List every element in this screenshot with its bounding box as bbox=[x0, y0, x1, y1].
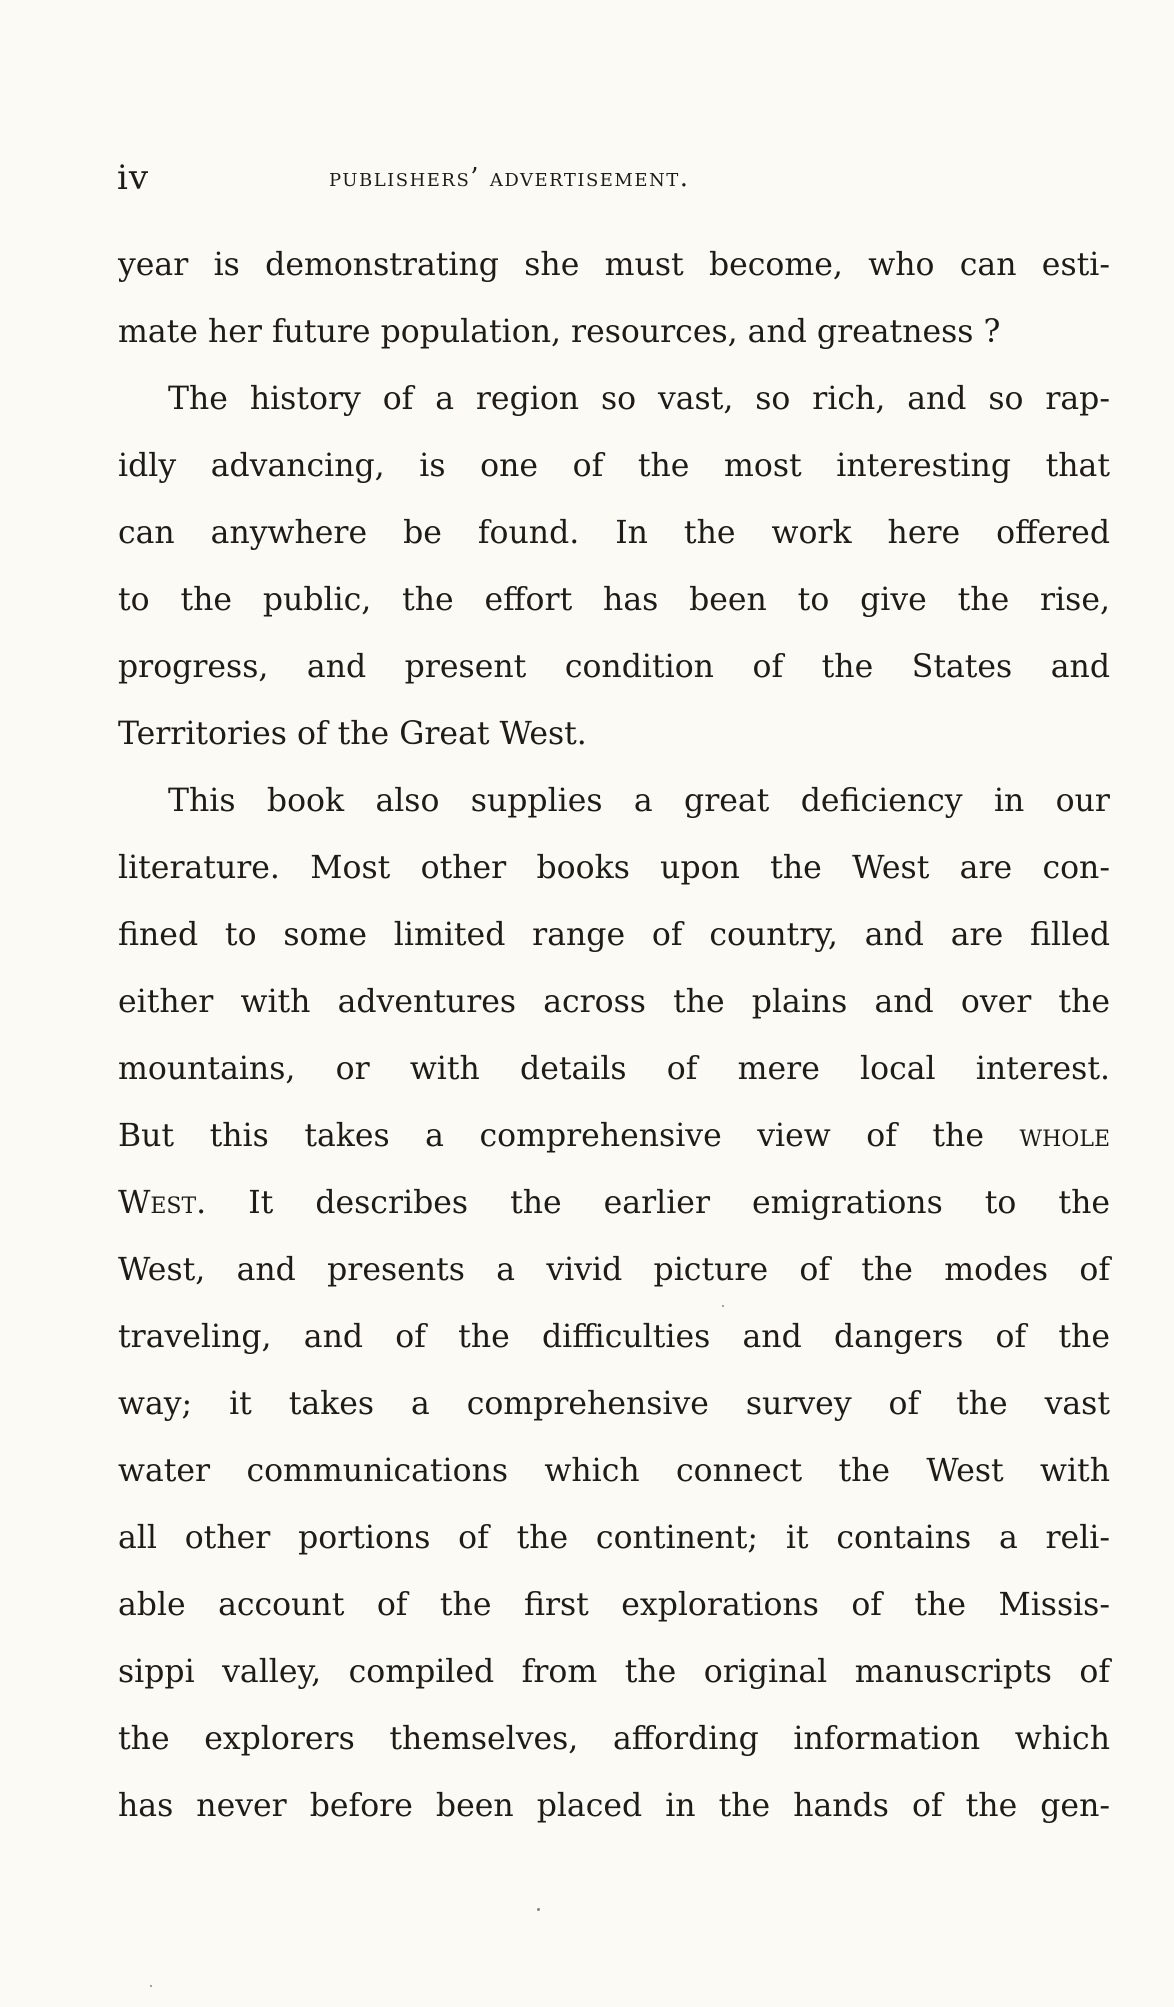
text-line: West, and presents a vivid picture of the modes of bbox=[118, 1252, 1110, 1288]
text-line: the explorers themselves, affording information which bbox=[118, 1721, 1110, 1757]
text-line: way; it takes a comprehensive survey of the vast bbox=[118, 1386, 1110, 1422]
text-line: mountains, or with details of mere local interest. bbox=[118, 1051, 1110, 1087]
running-head bbox=[117, 148, 1117, 208]
text-line: progress, and present condition of the States and bbox=[118, 649, 1110, 685]
paper-speck bbox=[537, 1908, 540, 1911]
text-line: to the public, the effort has been to give the rise, bbox=[118, 582, 1110, 618]
text-line bbox=[118, 1103, 1110, 1170]
text-line bbox=[118, 1170, 1110, 1237]
running-title: publishers’ advertisement. bbox=[329, 163, 690, 193]
text-line: all other portions of the continent; it contains a reli- bbox=[118, 1520, 1110, 1556]
text-line: fined to some limited range of country, and are filled bbox=[118, 917, 1110, 953]
body-text bbox=[118, 232, 1110, 1840]
text-line: sippi valley, compiled from the original manuscripts of bbox=[118, 1654, 1110, 1690]
text-line: idly advancing, is one of the most interesting that bbox=[118, 448, 1110, 484]
text-segment: But this takes a comprehensive view of the bbox=[118, 1118, 984, 1154]
text-line: year is demonstrating she must become, who can esti- bbox=[118, 247, 1110, 283]
text-line: literature. Most other books upon the West are con- bbox=[118, 850, 1110, 886]
small-caps-word: West. bbox=[118, 1185, 207, 1221]
text-line: mate her future population, resources, and greatness ? bbox=[118, 314, 1001, 350]
text-line: water communications which connect the West with bbox=[118, 1453, 1110, 1489]
text-line: able account of the first explorations of the Missis- bbox=[118, 1587, 1110, 1623]
text-segment: It describes the earlier emigrations to the bbox=[248, 1185, 1110, 1221]
text-line: either with adventures across the plains and over the bbox=[118, 984, 1110, 1020]
text-line: This book also supplies a great deficiency in our bbox=[168, 783, 1110, 819]
text-line: The history of a region so vast, so rich, and so rap- bbox=[168, 381, 1110, 417]
text-line: can anywhere be found. In the work here offered bbox=[118, 515, 1110, 551]
text-line: has never before been placed in the hands of the gen- bbox=[118, 1788, 1110, 1824]
text-line: traveling, and of the difficulties and dangers of the bbox=[118, 1319, 1110, 1355]
paper-speck bbox=[722, 1305, 724, 1307]
page-number: iv bbox=[117, 158, 150, 198]
paper-speck bbox=[150, 1985, 152, 1987]
small-caps-word: whole bbox=[1019, 1118, 1111, 1154]
text-line: Territories of the Great West. bbox=[118, 716, 587, 752]
